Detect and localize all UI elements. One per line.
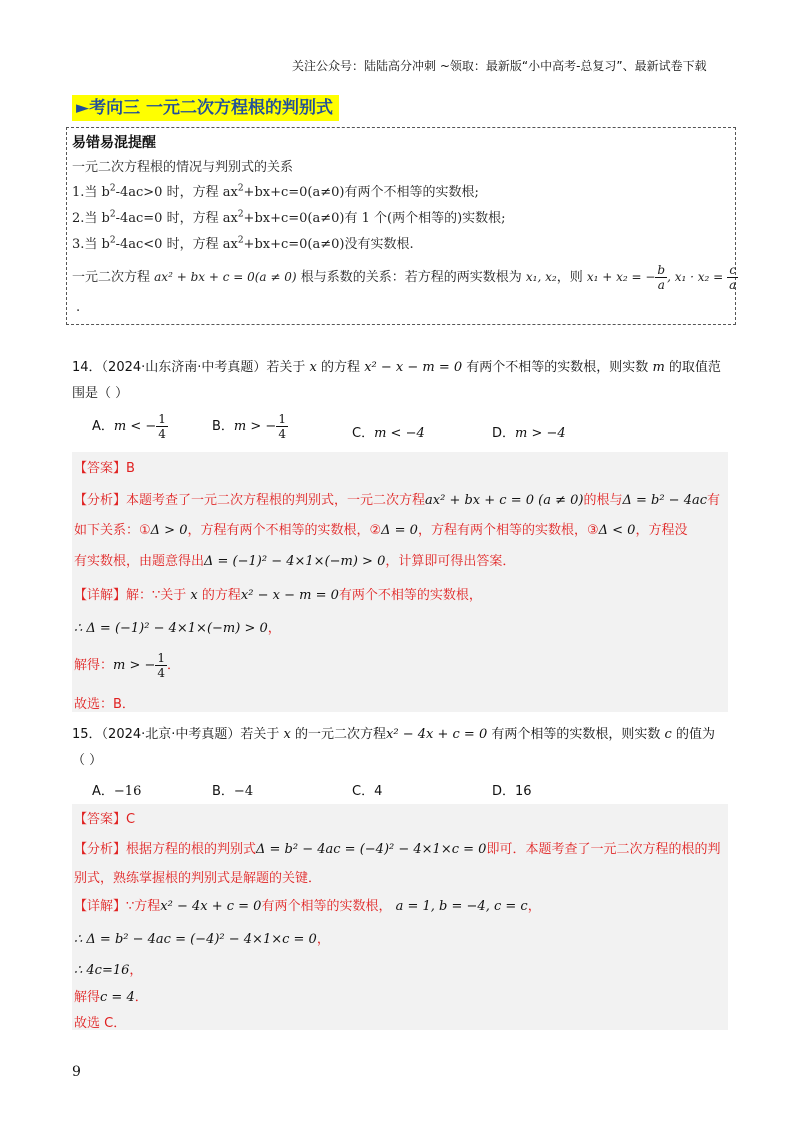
- q15-choose: 故选 C．: [74, 1016, 127, 1031]
- q14-analysis-line3: 有实数根，由题意得出Δ = (−1)² − 4×1×(−m) > 0，计算即可得出答案．: [74, 554, 516, 569]
- q15-answer: 【答案】C: [74, 812, 136, 827]
- q15-detail-line1: 【详解】∵方程x² − 4x + c = 0有两个相等的实数根， a = 1, b = −4, c = c，: [74, 899, 541, 914]
- q14-option-d[interactable]: D．m > −4: [492, 426, 566, 441]
- tips-line-3: 3.当 $b^2-4ac<0$ 时，方程 $ax^2+bx+c=0(a\ne 0)$没有实数根.: [72, 235, 414, 252]
- q14-analysis-line1: 【分析】本题考查了一元二次方程根的判别式，一元二次方程ax² + bx + c = 0 (a ≠ 0)的根与Δ = b² − 4ac有: [74, 493, 721, 508]
- q15-detail-line2: ∴ Δ = b² − 4ac = (−4)² − 4×1×c = 0，: [74, 932, 330, 947]
- tips-title: 易错易混提醒: [72, 135, 156, 151]
- q14-choose: 故选：B．: [74, 697, 135, 712]
- q14-option-b[interactable]: B．m > − $\frac{1}{4}$: [212, 412, 286, 441]
- tips-dot: .: [76, 300, 81, 315]
- q14-option-a[interactable]: A．m < − $\frac{1}{4}$: [92, 412, 166, 441]
- q14-answer: 【答案】B: [74, 461, 135, 476]
- q14-detail-line2: ∴ Δ = (−1)² − 4×1×(−m) > 0，: [74, 621, 281, 636]
- tips-line-2: 2.当 $b^2-4ac=0$ 时，方程 $ax^2+bx+c=0(a\ne 0)$有 1 个(两个相等的)实数根;: [72, 209, 506, 226]
- tips-intro: 一元二次方程根的情况与判别式的关系: [72, 160, 294, 175]
- q15-stem-line1: 15．（2024·北京·中考真题）若关于 x 的一元二次方程x² − 4x + c = 0 有两个相等的实数根，则实数 c 的值为: [72, 727, 715, 742]
- q15-stem-line2: （ ）: [72, 753, 103, 768]
- q15-option-a[interactable]: A．−16: [92, 784, 142, 799]
- q15-detail-line4: 解得c = 4．: [74, 990, 148, 1005]
- q14-option-c[interactable]: C．m < −4: [352, 426, 425, 441]
- q14-analysis-line2: 如下关系：①Δ > 0，方程有两个不相等的实数根，②Δ = 0，方程有两个相等的实数根，③Δ < 0，方程没: [74, 523, 688, 538]
- q15-option-b[interactable]: B．−4: [212, 784, 254, 799]
- q15-analysis-line2: 别式，熟练掌握根的判别式是解题的关键．: [74, 871, 322, 886]
- q15-option-c[interactable]: C．4: [352, 784, 383, 799]
- tips-line-4: 一元二次方程 ax² + bx + c = 0(a ≠ 0) 根与系数的关系：若方程的两实数根为 x₁, x₂，则 x₁ + x₂ = − $\frac{b}{a}$ , x₁ · x₂ = $\frac{c}{a}$: [72, 263, 737, 292]
- tips-line-1: 1.当 $b^2-4ac>0$ 时，方程 $ax^2+bx+c=0(a\ne 0)$有两个不相等的实数根;: [72, 183, 479, 200]
- q14-stem-line1: 14．（2024·山东济南·中考真题）若关于 x 的方程 x² − x − m = 0 有两个不相等的实数根，则实数 m 的取值范: [72, 360, 721, 375]
- q15-detail-line3: ∴ 4c=16，: [74, 963, 143, 978]
- q15-option-d[interactable]: D．16: [492, 784, 532, 799]
- q14-detail-line1: 【详解】解：∵关于 x 的方程x² − x − m = 0有两个不相等的实数根，: [74, 588, 482, 603]
- page-number: 9: [72, 1064, 81, 1080]
- section-title: ►考向三 一元二次方程根的判别式: [72, 95, 339, 121]
- q14-detail-line3: 解得：m > − $\frac{1}{4}$ ．: [74, 651, 181, 680]
- q14-stem-line2: 围是（ ）: [72, 386, 129, 401]
- page-header: 关注公众号：陆陆高分冲刺 ~领取：最新版“小中高考-总复习”、最新试卷下载: [292, 59, 707, 73]
- q15-analysis-line1: 【分析】根据方程的根的判别式Δ = b² − 4ac = (−4)² − 4×1×c = 0即可．本题考查了一元二次方程的根的判: [74, 842, 721, 857]
